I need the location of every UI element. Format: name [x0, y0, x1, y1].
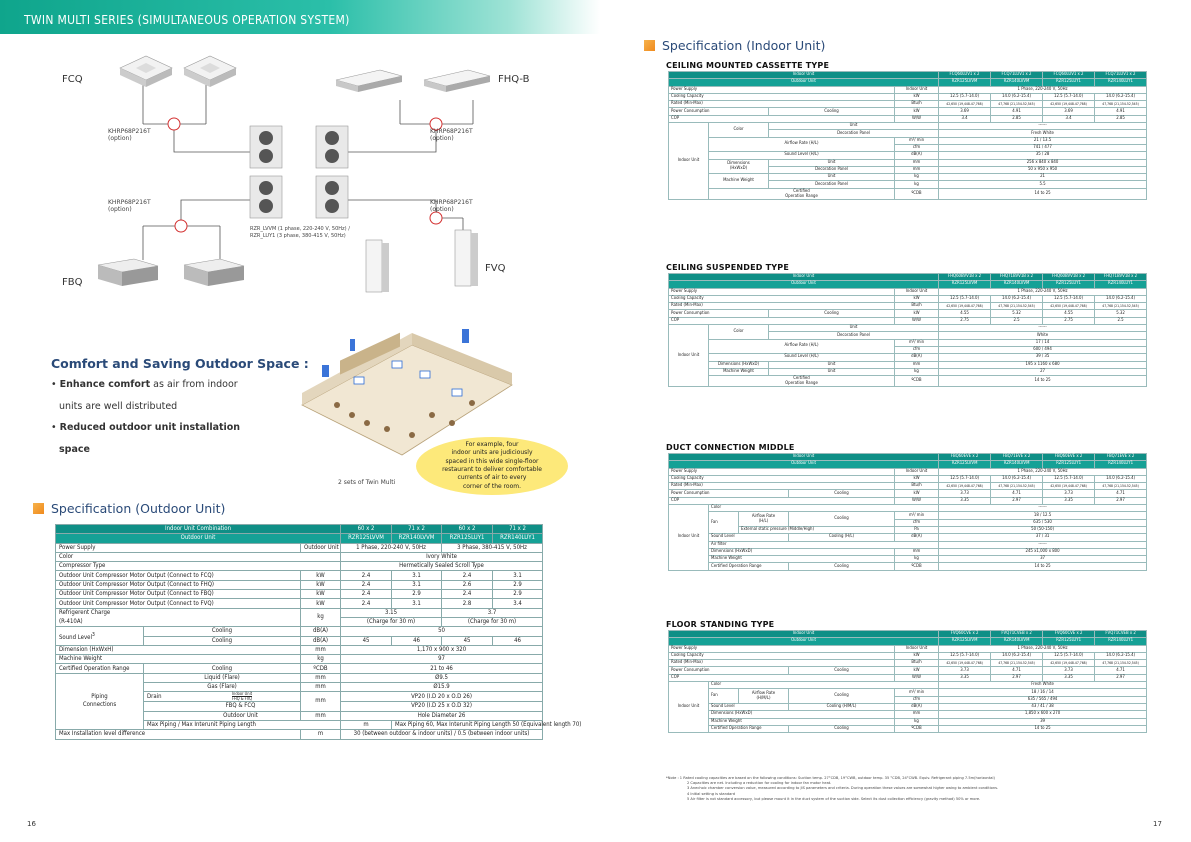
table-row: Outdoor Unit Compressor Motor Output (Connect to FHQ) kW 2.4 3.1 2.6 2.9 [56, 580, 543, 589]
duct-heading: DUCT CONNECTION MIDDLE [666, 443, 795, 452]
section-square-icon [644, 40, 655, 51]
outdoor-spec-heading: Specification (Outdoor Unit) [33, 501, 225, 516]
label-fbq: FBQ [62, 277, 83, 288]
outdoor-spec-table [55, 524, 582, 740]
option-remote-1: KHRP68P216T (option) [108, 128, 151, 142]
floor-heading: FLOOR STANDING TYPE [666, 620, 775, 629]
comfort-title: Comfort and Saving Outdoor Space : [51, 356, 309, 371]
table-row: Gas (Flare) mm Ø15.9 [56, 683, 543, 692]
duct-unit-1 [98, 259, 158, 286]
duct-spec-table: Indoor Unit FBQ60EVE x 2 FBQ71EVE x 2 FBQ60EVE x 2 FBQ71EVE x 2 Outdoor Unit RZR125LVVM RZR140LVVM RZR125LUY1 RZR140LUY1 Power Supply Indoor Unit 1 Phase, 220-240 V, 50Hz Cooling Capacity kW 12.5 (5.7-14.0) 14.0 (6.2-15.4) 12.5 (5.7-14.0) 14.0 (6.2-15.4) Rated (Min-Max) Btu/h 42,650 (19,448-47,768) 47,768 (21,154-52,545) 42,650 (19,448-47,768) 47,768 (21,154-52,545) Power Consumption Cooling kW 3.73 4.71 3.73 4.71 COP W/W 3.35 2.97 3.35 2.97 Indoor Unit Color ------ Fan Airflow Rate (H/L) Cooling m³/ min 18 / 12.5 cfm 635 / 530 External static pressure (Middle/High) Pa 50 (50-150) Sound Level Cooling (H/L) dB(A) 37 / 31 Air filter ------ Dimensions (HxWxD) mm 245 x1,000 x 800 Machine Weight kg 37 Certified Operation Range Cooling ºCDB 14 to 25 [668, 453, 1147, 571]
table-row: Certified Operation Range Cooling ºCDB 21 to 46 [56, 664, 543, 673]
cassette-unit-1 [120, 56, 172, 87]
table-row: (R-410A) (Charge for 30 m) (Charge for 30 m) [56, 617, 543, 626]
table-row: Outdoor Unit RZR125LVVM RZR140LVVM RZR125LUY1 RZR140LUY1 [56, 534, 543, 543]
label-fhqb: FHQ-B [498, 74, 530, 85]
page-number-left: 16 [27, 820, 36, 828]
piping-label: Piping Connections [56, 673, 144, 729]
table-row: Outdoor Unit Compressor Motor Output (Connect to FCQ) kW 2.4 3.1 2.4 3.1 [56, 571, 543, 580]
table-row: FBQ & FCQ VP20 (I.D 25 x O.D 32) [56, 702, 543, 711]
series-banner: TWIN MULTI SERIES (SIMULTANEOUS OPERATION SYSTEM) [0, 0, 600, 34]
table-row: Max Piping / Max Interunit Piping Length m Max Piping 60, Max Interunit Piping Length 50 (Equivalent length 70) [56, 720, 543, 729]
table-row: Machine Weight kg 97 [56, 655, 543, 664]
table-row: Color Ivory White [56, 552, 543, 561]
indoor-spec-heading: Specification (Indoor Unit) [644, 38, 825, 53]
floor-unit-2 [455, 230, 478, 286]
suspended-unit-1 [336, 70, 402, 92]
cassette-heading: CEILING MOUNTED CASSETTE TYPE [666, 61, 830, 70]
option-remote-4: KHRP68P216T (option) [430, 199, 473, 213]
cassette-unit-2 [184, 56, 236, 87]
label-fcq: FCQ [62, 74, 83, 85]
suspended-unit-2 [424, 70, 490, 92]
table-row: Outdoor Unit mm Hole Diameter 26 [56, 711, 543, 720]
table-row: Compressor Type Hermetically Sealed Scroll Type [56, 562, 543, 571]
section-square-icon [33, 503, 44, 514]
system-diagram [40, 40, 560, 310]
illustration-caption: 2 sets of Twin Multi [338, 479, 396, 486]
suspended-heading: CEILING SUSPENDED TYPE [666, 263, 789, 272]
comfort-bullets: • Enhance comfort as air from indoor units are well distributed • Reduced outdoor unit installation space [51, 379, 241, 455]
floor-unit-1 [366, 240, 389, 292]
option-remote-2: KHRP68P216T (option) [430, 128, 473, 142]
cassette-spec-table: Indoor Unit FCQ60LUV1 x 2 FCQ71LUV1 x 2 FCQ60LUV1 x 2 FCQ71LUV1 x 2 Outdoor Unit RZR125LVVM RZR140LVVM RZR125LUY1 RZR140LUY1 Power Supply Indoor Unit 1 Phase, 220-240 V, 50Hz Cooling Capacity kW 12.5 (5.7-14.0) 14.0 (6.2-15.4) 12.5 (5.7-14.0) 14.0 (6.2-15.4) Rated (Min-Max) Btu/h 42,650 (19,448-47,768) 47,768 (21,154-52,545) 42,650 (19,448-47,768) 47,768 (21,154-52,545) Power Consumption Cooling kW 3.69 4.91 3.69 4.91 COP W/W 3.4 2.85 3.4 2.85 Indoor Unit Color Unit ------ Decoration Panel Fresh White Airflow Rate (H/L) m³/ min 21 / 13.5 cfm 741 / 477 Sound Level (H/L) dB(A) 35 / 28 Dimensions (HxWxD) Unit mm 256 x 840 x 840 Decoration Panel mm 50 x 950 x 950 Machine Weight Unit kg 21 Decoration Panel kg 5.5 Certified Operation Range ºCDB 14 to 25 [668, 71, 1147, 200]
page-number-right: 17 [1153, 820, 1162, 828]
footnotes: *Note : 1 Rated cooling capacities are based on the following conditions: Suction temp. 27°CDB, 19°CWB, outdoor temp. 35 °CDB, 24°CWB. Equiv. Refrigerant piping 7.5m(horizontal) 2 Capacities are net. Including a reduction for cooling for indoor fan motor heat. 3 Anechoic chamber conversion value, measured according to JIS parameters and criteria. During operation these values are somewhat higher owing to ambient conditions. 4 Initial setting is standard 5 Air filter is not standard accessory, but please mount it in the duct system of the suction side. Select its dust collection efficiency (gravity method) 50% or more. [666, 776, 999, 801]
table-row: Sound Level$^3$ Cooling dB(A) 50 [56, 627, 543, 636]
floor-spec-table: Indoor Unit FVQ60CVE x 2 FVQ71CVEB x 2 FVQ60CVE x 2 FVQ71CVEB x 2 Outdoor Unit RZR125LVVM RZR140LVVM RZR125LUY1 RZR140LUY1 Power Supply Indoor Unit 1 Phase, 220-240 V, 50Hz Cooling Capacity kW 12.5 (5.7-14.0) 14.0 (6.2-15.4) 12.5 (5.7-14.0) 14.0 (6.2-15.4) Rated (Min-Max) Btu/h 42,650 (19,448-47,768) 47,768 (21,154-52,545) 42,650 (19,448-47,768) 47,768 (21,154-52,545) Power Consumption Cooling kW 3.73 4.71 3.73 4.71 COP W/W 3.35 2.97 3.35 2.97 Indoor Unit Color Fresh White Fan Airflow Rate (H/M/L) Cooling m³/ min 18 / 16 / 14 cfm 635 / 565 / 494 Sound Level Cooling (H/M/L) dB(A) 43 / 41 / 38 Dimensions (HxWxD) mm 1,850 x 600 x 270 Machine Weight kg 39 Certified Operation Range Cooling ºCDB 14 to 25 [668, 630, 1147, 733]
table-row: Indoor Unit Combination 60 x 2 71 x 2 60 x 2 71 x 2 [56, 525, 543, 534]
table-row: Max Installation level difference m 30 (between outdoor & indoor units) / 0.5 (between indoor units) [56, 730, 543, 739]
sound-level-label: Sound Level$^3$ [56, 627, 144, 646]
suspended-spec-table: Indoor Unit FHQ60BVV1B x 2 FHQ71BVV1B x 2 FHQ60BVV1B x 2 FHQ71BVV1B x 2 Outdoor Unit RZR125LVVM RZR140LVVM RZR125LUY1 RZR140LUY1 Power Supply Indoor Unit 1 Phase, 220-240 V, 50Hz Cooling Capacity kW 12.5 (5.7-14.0) 14.0 (6.2-15.4) 12.5 (5.7-14.0) 14.0 (6.2-15.4) Rated (Min-Max) Btu/h 42,650 (19,448-47,768) 47,768 (21,154-52,545) 42,650 (19,448-47,768) 47,768 (21,154-52,545) Power Consumption Cooling kW 4.55 5.32 4.55 5.32 COP W/W 2.75 2.5 2.75 2.5 Indoor Unit Color Unit ------ Decoration Panel White Airflow Rate (H/L) m³/ min 17 / 14 cfm 600 / 494 Sound Level (H/L) dB(A) 39 / 35 Dimensions (HxWxD) Unit mm 195 x 1160 x 680 Machine Weight Unit kg 27 Certified Operation Range ºCDB 14 to 25 [668, 273, 1147, 387]
table-row: Piping Connections Liquid (Flare) mm Ø9.5 [56, 673, 543, 682]
table-row: Power Supply Outdoor Unit 1 Phase, 220-240 V, 50Hz 3 Phase, 380-415 V, 50Hz [56, 543, 543, 552]
callout-bubble: For example, four indoor units are judiciously spaced in this wide single-floor restaurant to deliver comfortable currents of air to every corner of the room. [416, 437, 568, 495]
option-remote-3: KHRP68P216T (option) [108, 199, 151, 213]
table-row: Drain Indoor Unit FHQ & FVQ mm VP20 (I.D 20 x O.D 26) [56, 692, 543, 702]
outdoor-units [250, 126, 348, 218]
label-fvq: FVQ [485, 263, 506, 274]
table-row: Dimension (HxWxH) mm 1,170 x 900 x 320 [56, 645, 543, 654]
table-row: Outdoor Unit Compressor Motor Output (Connect to FVQ) kW 2.4 3.1 2.8 3.4 [56, 599, 543, 608]
outdoor-model-note: RZR_LVVM (1 phase, 220-240 V, 50Hz) / RZR_LUY1 (3 phase, 380-415 V, 50Hz) [250, 226, 350, 239]
table-row: Cooling dB(A) 45 46 45 46 [56, 636, 543, 645]
table-row: Refrigerent Charge kg 3.15 3.7 [56, 608, 543, 617]
duct-unit-2 [184, 259, 244, 286]
table-row: Outdoor Unit Compressor Motor Output (Connect to FBQ) kW 2.4 2.9 2.4 2.9 [56, 590, 543, 599]
